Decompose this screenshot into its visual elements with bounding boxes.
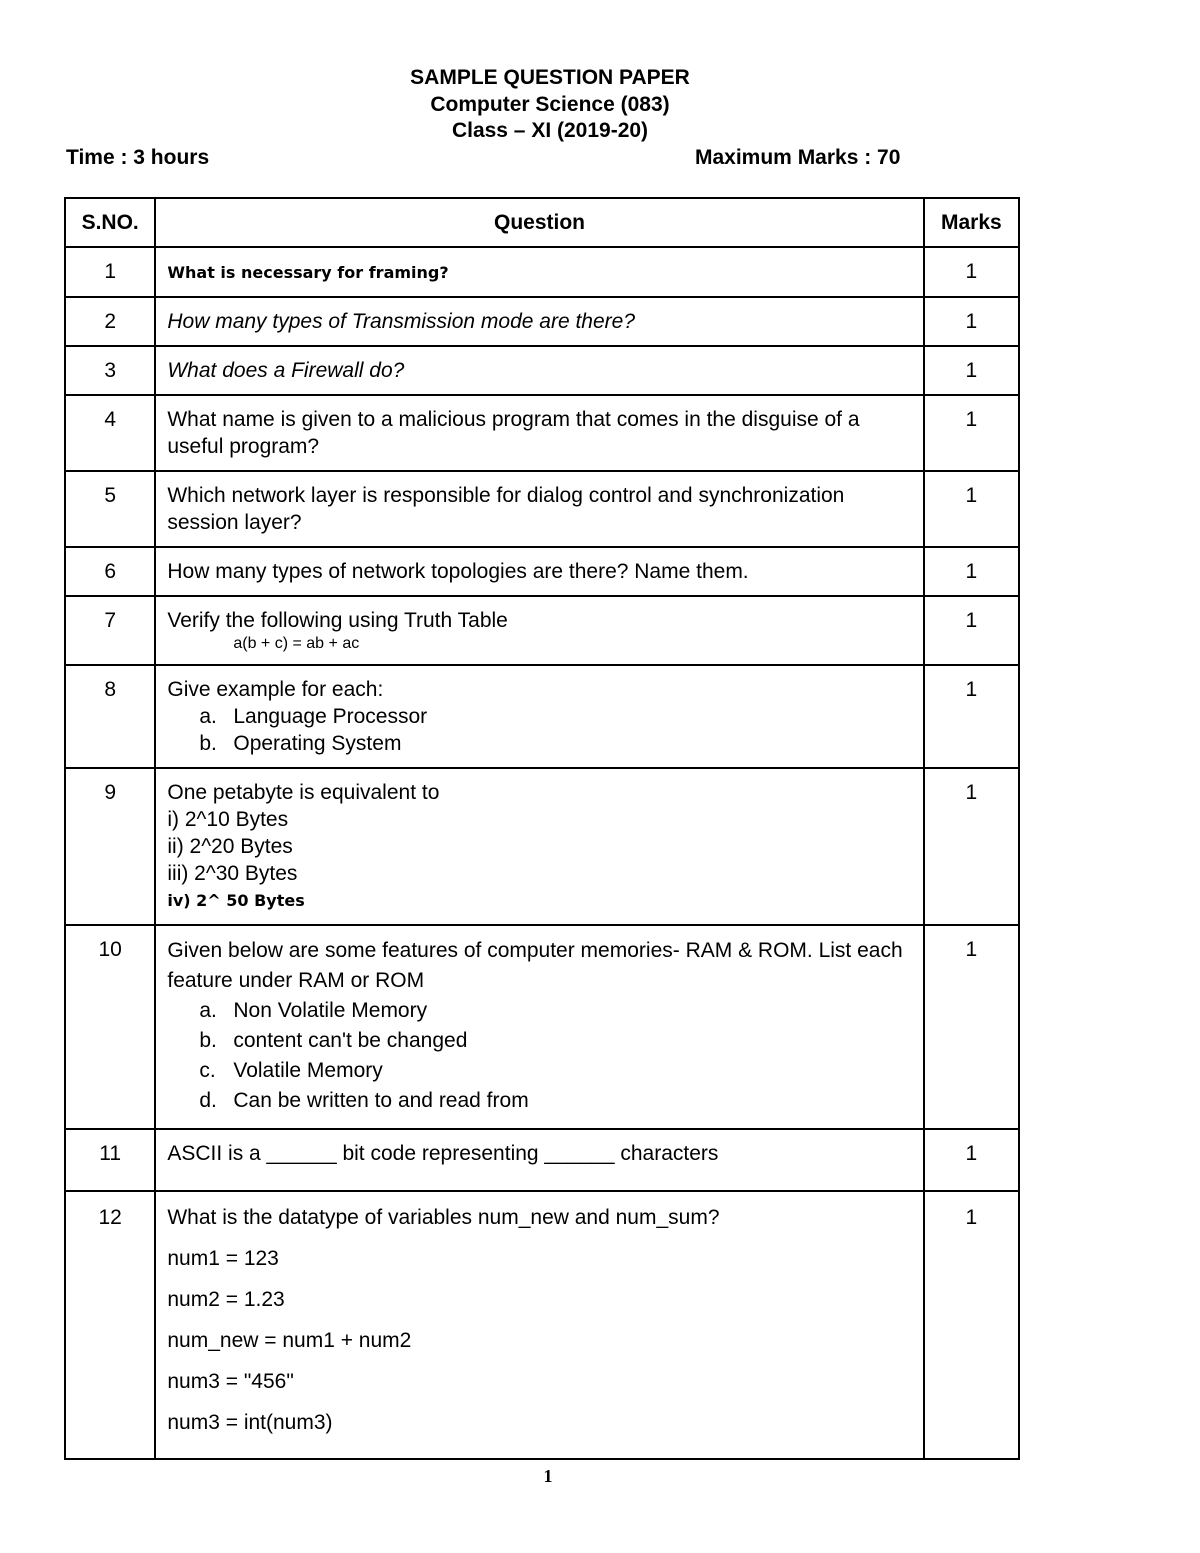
item-letter: a. xyxy=(199,705,217,728)
option-text: i) 2^10 Bytes xyxy=(167,808,289,831)
list-item xyxy=(167,996,914,1026)
table-row xyxy=(65,665,1019,768)
question-text: Given below are some features of computer memories- RAM & ROM. List each feature under RAM or ROM xyxy=(167,939,903,992)
formula-text: a(b + c) = ab + ac xyxy=(233,635,360,652)
header-question: Question xyxy=(155,198,923,247)
item-letter: a. xyxy=(199,999,217,1022)
table-row xyxy=(65,395,1019,471)
question-text: What is the datatype of variables num_new and num_sum? xyxy=(167,1206,720,1229)
item-letter: b. xyxy=(199,1029,217,1052)
row-marks: 1 xyxy=(924,547,1019,596)
table-row xyxy=(65,547,1019,596)
row-sno: 9 xyxy=(65,768,155,925)
table-row xyxy=(65,925,1019,1129)
list-item xyxy=(167,730,914,757)
table-row xyxy=(65,1191,1019,1459)
code-line: num3 = int(num3) xyxy=(167,1411,333,1434)
item-text: Volatile Memory xyxy=(233,1059,383,1082)
class-title: Class – XI (2019-20) xyxy=(451,119,649,142)
row-sno: 1 xyxy=(65,247,155,297)
row-marks: 1 xyxy=(924,471,1019,547)
maximum-marks: Maximum Marks : 70 xyxy=(695,146,901,169)
paper-title: SAMPLE QUESTION PAPER xyxy=(410,66,690,89)
table-row xyxy=(65,346,1019,395)
code-line: num3 = "456" xyxy=(167,1370,294,1393)
item-text: Operating System xyxy=(233,732,402,755)
question-text: How many types of Transmission mode are there? xyxy=(155,297,923,346)
option-text: iv) 2^ 50 Bytes xyxy=(167,891,305,910)
list-item xyxy=(167,1026,914,1056)
list-item xyxy=(167,1086,914,1116)
row-sno: 12 xyxy=(65,1191,155,1459)
question-text: Give example for each: xyxy=(167,678,384,701)
header-marks: Marks xyxy=(924,198,1019,247)
question-text: What does a Firewall do? xyxy=(155,346,923,395)
item-letter: b. xyxy=(199,732,217,755)
row-sno: 2 xyxy=(65,297,155,346)
row-sno: 8 xyxy=(65,665,155,768)
header-sno: S.NO. xyxy=(65,198,155,247)
row-sno: 11 xyxy=(65,1129,155,1191)
page-number: 1 xyxy=(543,1466,553,1486)
row-marks: 1 xyxy=(924,346,1019,395)
item-letter: c. xyxy=(199,1059,216,1082)
question-text: Which network layer is responsible for dialog control and synchronization session layer? xyxy=(155,471,923,547)
question-text: ASCII is a ______ bit code representing ______ characters xyxy=(155,1129,923,1191)
row-marks: 1 xyxy=(924,395,1019,471)
table-header-row xyxy=(65,198,1019,247)
option-text: iii) 2^30 Bytes xyxy=(167,862,298,885)
row-sno: 5 xyxy=(65,471,155,547)
question-table xyxy=(64,197,1020,1460)
row-marks: 1 xyxy=(924,925,1019,1129)
item-letter: d. xyxy=(199,1089,217,1112)
row-marks: 1 xyxy=(924,768,1019,925)
row-sno: 7 xyxy=(65,596,155,665)
list-item xyxy=(167,703,914,730)
question-text: What is necessary for framing? xyxy=(167,263,449,282)
row-marks: 1 xyxy=(924,247,1019,297)
row-sno: 3 xyxy=(65,346,155,395)
item-text: Language Processor xyxy=(233,705,428,728)
item-text: Can be written to and read from xyxy=(233,1089,529,1112)
question-text: What name is given to a malicious program that comes in the disguise of a useful program? xyxy=(155,395,923,471)
row-sno: 10 xyxy=(65,925,155,1129)
row-sno: 6 xyxy=(65,547,155,596)
table-row xyxy=(65,596,1019,665)
item-text: content can't be changed xyxy=(233,1029,468,1052)
table-row xyxy=(65,471,1019,547)
code-line: num_new = num1 + num2 xyxy=(167,1329,412,1352)
list-item xyxy=(167,1056,914,1086)
row-marks: 1 xyxy=(924,596,1019,665)
row-marks: 1 xyxy=(924,665,1019,768)
row-sno: 4 xyxy=(65,395,155,471)
table-row xyxy=(65,1129,1019,1191)
code-line: num2 = 1.23 xyxy=(167,1288,285,1311)
time-allowed: Time : 3 hours xyxy=(66,146,210,169)
row-marks: 1 xyxy=(924,297,1019,346)
question-text: Verify the following using Truth Table xyxy=(167,609,508,632)
question-text: One petabyte is equivalent to xyxy=(167,781,440,804)
item-text: Non Volatile Memory xyxy=(233,999,428,1022)
option-text: ii) 2^20 Bytes xyxy=(167,835,293,858)
table-row xyxy=(65,247,1019,297)
code-line: num1 = 123 xyxy=(167,1247,279,1270)
subject-title: Computer Science (083) xyxy=(430,93,670,116)
table-row xyxy=(65,768,1019,925)
question-text: How many types of network topologies are there? Name them. xyxy=(155,547,923,596)
row-marks: 1 xyxy=(924,1129,1019,1191)
row-marks: 1 xyxy=(924,1191,1019,1459)
table-row xyxy=(65,297,1019,346)
